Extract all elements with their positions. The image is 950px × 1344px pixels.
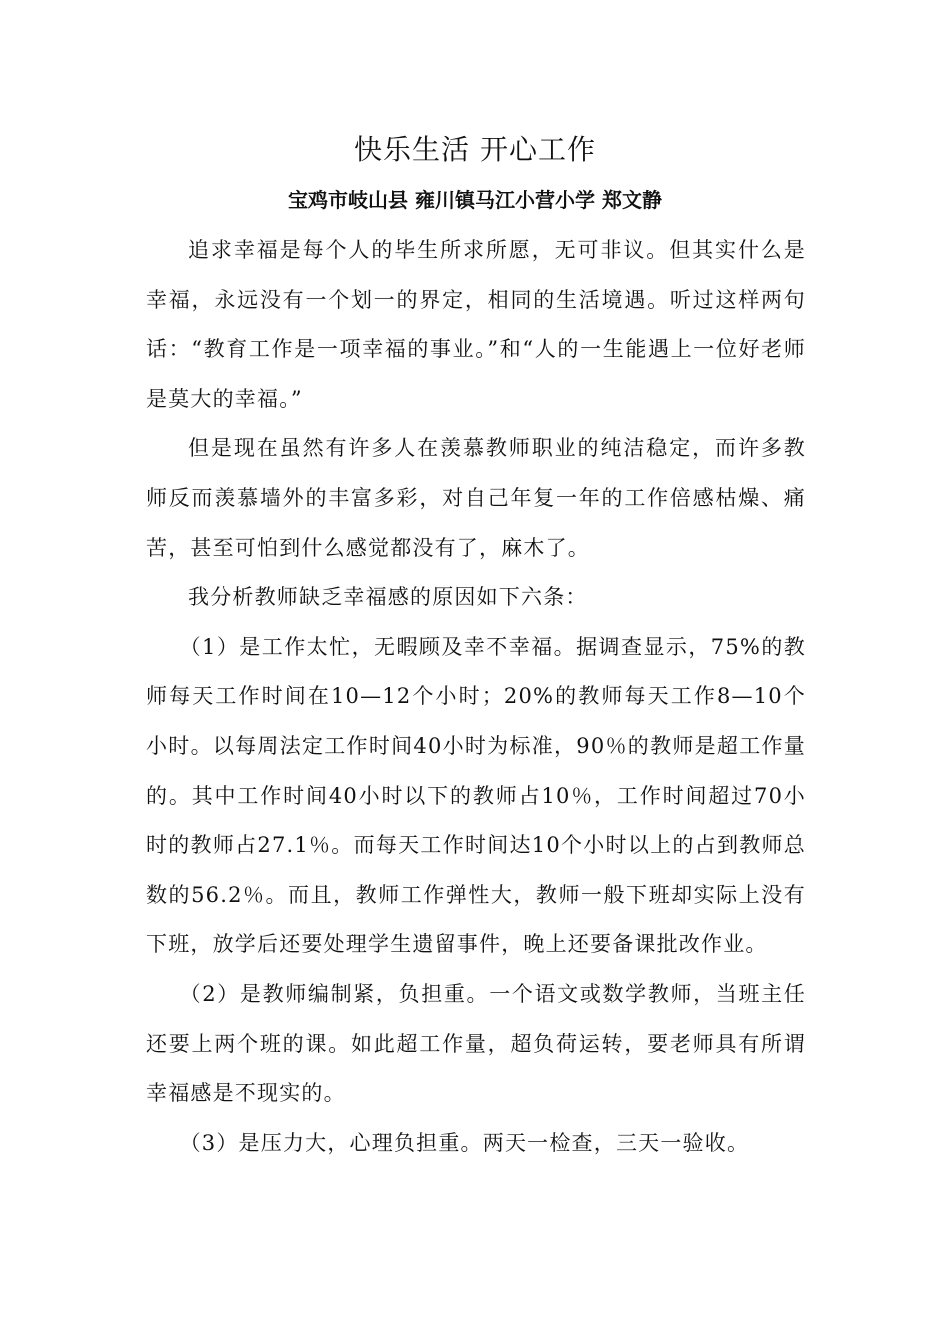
paragraph-item-1: （1）是工作太忙，无暇顾及幸不幸福。据调查显示，75%的教师每天工作时间在10—12个小时；20%的教师每天工作8—10个小时。以每周法定工作时间40小时为标准，90％的教师是超工作量的。其中工作时间40小时以下的教师占10％，工作时间超过70小时的教师占27.1％。而每天工作时间达10个小时以上的占到教师总数的56.2％。而且，教师工作弹性大，教师一般下班却实际上没有下班，放学后还要处理学生遗留事件，晚上还要备课批改作业。 — [146, 634, 806, 957]
paragraph: 但是现在虽然有许多人在羡慕教师职业的纯洁稳定，而许多教师反而羡慕墙外的丰富多彩，对自己年复一年的工作倍感枯燥、痛苦，甚至可怕到什么感觉都没有了，麻木了。 — [146, 436, 806, 560]
author-line: 宝鸡市岐山县 雍川镇马江小营小学 郑文静 — [288, 188, 662, 212]
document-body — [146, 226, 806, 1168]
paragraph: 我分析教师缺乏幸福感的原因如下六条： — [188, 585, 588, 610]
paragraph: 追求幸福是每个人的毕生所求所愿，无可非议。但其实什么是幸福，永远没有一个划一的界定，相同的生活境遇。听过这样两句话：“教育工作是一项幸福的事业。”和“人的一生能遇上一位好老师是莫大的幸福。” — [146, 238, 806, 411]
paragraph-item-3: （3）是压力大，心理负担重。两天一检查，三天一验收。 — [179, 1130, 750, 1155]
paragraph-item-2: （2）是教师编制紧，负担重。一个语文或数学教师，当班主任还要上两个班的课。如此超工作量，超负荷运转，要老师具有所谓幸福感是不现实的。 — [146, 981, 806, 1106]
document-title: 快乐生活 开心工作 — [354, 133, 596, 166]
